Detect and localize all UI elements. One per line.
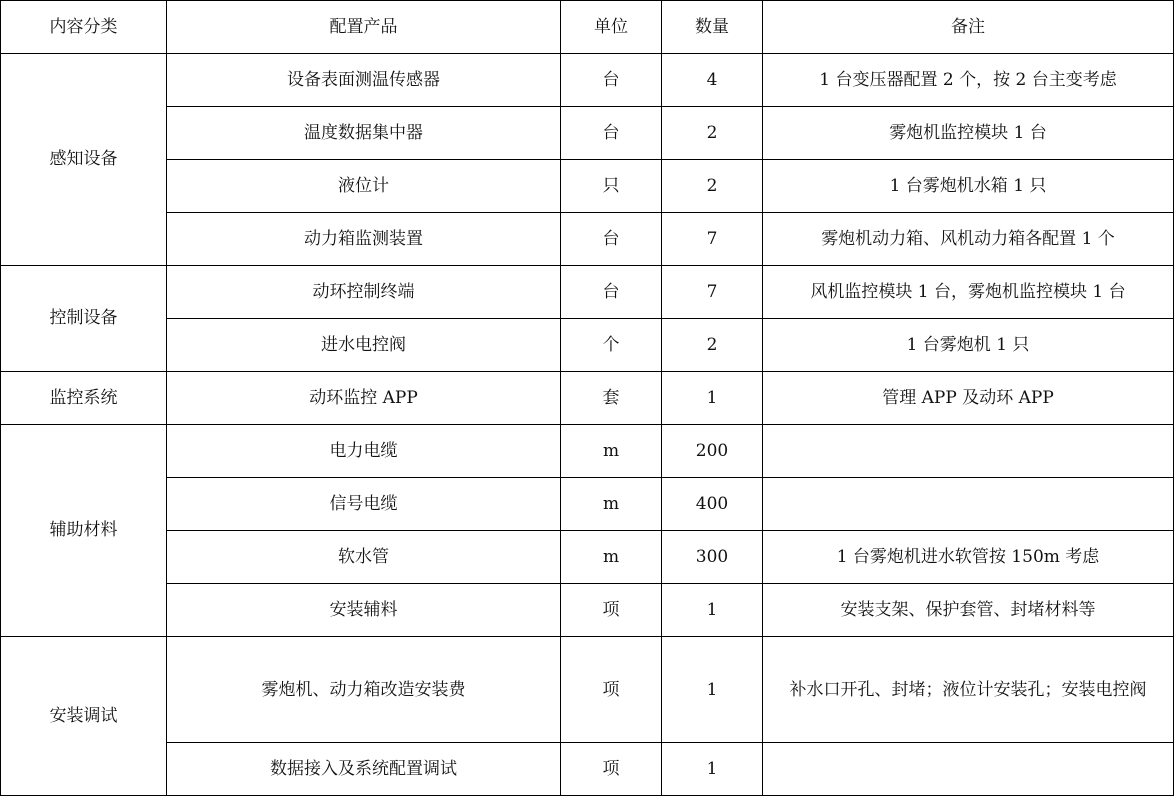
quantity-cell: 2 — [662, 319, 763, 372]
header-category: 内容分类 — [1, 1, 167, 54]
unit-cell: 个 — [561, 319, 662, 372]
remark-cell — [763, 425, 1174, 478]
product-cell: 安装辅料 — [167, 584, 561, 637]
category-cell: 监控系统 — [1, 372, 167, 425]
quantity-cell: 7 — [662, 266, 763, 319]
unit-cell: 台 — [561, 107, 662, 160]
table-row — [1, 743, 1174, 796]
product-cell: 温度数据集中器 — [167, 107, 561, 160]
remark-cell: 补水口开孔、封堵；液位计安装孔；安装电控阀 — [763, 637, 1174, 743]
product-cell: 雾炮机、动力箱改造安装费 — [167, 637, 561, 743]
remark-cell: 管理 APP 及动环 APP — [763, 372, 1174, 425]
quantity-cell: 4 — [662, 54, 763, 107]
product-cell: 设备表面测温传感器 — [167, 54, 561, 107]
product-cell: 软水管 — [167, 531, 561, 584]
unit-cell: m — [561, 425, 662, 478]
product-cell: 液位计 — [167, 160, 561, 213]
table-row — [1, 266, 1174, 319]
header-product: 配置产品 — [167, 1, 561, 54]
table-row — [1, 160, 1174, 213]
product-cell: 电力电缆 — [167, 425, 561, 478]
quantity-cell: 1 — [662, 584, 763, 637]
unit-cell: 项 — [561, 637, 662, 743]
category-cell: 感知设备 — [1, 54, 167, 266]
remark-cell: 1 台雾炮机进水软管按 150m 考虑 — [763, 531, 1174, 584]
remark-cell: 雾炮机动力箱、风机动力箱各配置 1 个 — [763, 213, 1174, 266]
quantity-cell: 2 — [662, 160, 763, 213]
remark-cell: 1 台变压器配置 2 个，按 2 台主变考虑 — [763, 54, 1174, 107]
remark-cell: 风机监控模块 1 台，雾炮机监控模块 1 台 — [763, 266, 1174, 319]
quantity-cell: 2 — [662, 107, 763, 160]
unit-cell: 套 — [561, 372, 662, 425]
product-cell: 动环控制终端 — [167, 266, 561, 319]
table-row — [1, 213, 1174, 266]
table-row — [1, 425, 1174, 478]
table-row — [1, 107, 1174, 160]
unit-cell: 项 — [561, 584, 662, 637]
unit-cell: 项 — [561, 743, 662, 796]
product-cell: 动力箱监测装置 — [167, 213, 561, 266]
unit-cell: m — [561, 531, 662, 584]
header-row — [1, 1, 1174, 54]
header-quantity: 数量 — [662, 1, 763, 54]
quantity-cell: 300 — [662, 531, 763, 584]
quantity-cell: 1 — [662, 637, 763, 743]
quantity-cell: 7 — [662, 213, 763, 266]
table-row — [1, 531, 1174, 584]
remark-cell: 1 台雾炮机 1 只 — [763, 319, 1174, 372]
table-row — [1, 584, 1174, 637]
unit-cell: 只 — [561, 160, 662, 213]
category-cell: 安装调试 — [1, 637, 167, 796]
remark-cell — [763, 743, 1174, 796]
product-cell: 数据接入及系统配置调试 — [167, 743, 561, 796]
product-cell: 进水电控阀 — [167, 319, 561, 372]
quantity-cell: 1 — [662, 743, 763, 796]
quantity-cell: 200 — [662, 425, 763, 478]
remark-cell — [763, 478, 1174, 531]
unit-cell: m — [561, 478, 662, 531]
remark-cell: 雾炮机监控模块 1 台 — [763, 107, 1174, 160]
product-cell: 信号电缆 — [167, 478, 561, 531]
table-row — [1, 319, 1174, 372]
header-unit: 单位 — [561, 1, 662, 54]
table-row — [1, 54, 1174, 107]
unit-cell: 台 — [561, 213, 662, 266]
remark-cell: 安装支架、保护套管、封堵材料等 — [763, 584, 1174, 637]
quantity-cell: 400 — [662, 478, 763, 531]
unit-cell: 台 — [561, 266, 662, 319]
table-row — [1, 372, 1174, 425]
unit-cell: 台 — [561, 54, 662, 107]
category-cell: 辅助材料 — [1, 425, 167, 637]
category-cell: 控制设备 — [1, 266, 167, 372]
table-row — [1, 478, 1174, 531]
quantity-cell: 1 — [662, 372, 763, 425]
remark-cell: 1 台雾炮机水箱 1 只 — [763, 160, 1174, 213]
product-cell: 动环监控 APP — [167, 372, 561, 425]
header-remark: 备注 — [763, 1, 1174, 54]
table-row — [1, 637, 1174, 743]
